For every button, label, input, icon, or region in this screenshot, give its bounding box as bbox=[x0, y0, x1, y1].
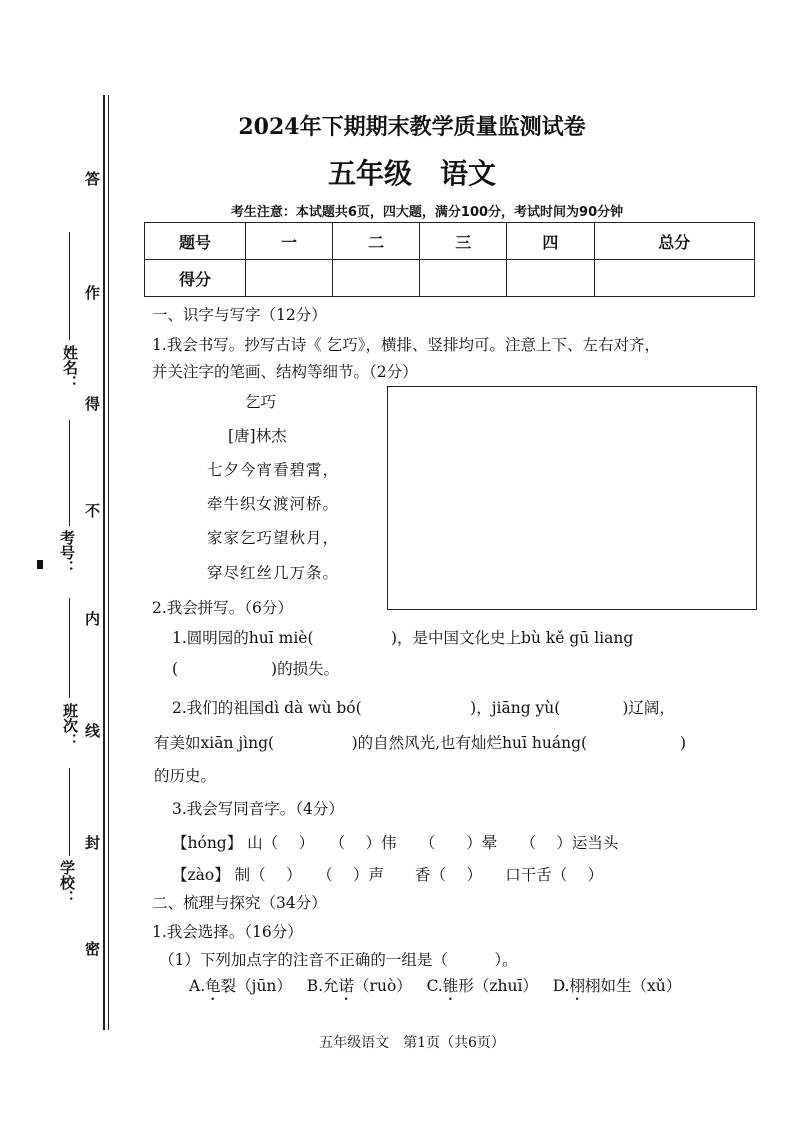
exam-subtitle: 五年级 语文 bbox=[327, 157, 496, 190]
score-input-q4[interactable] bbox=[507, 260, 594, 297]
name-field-line bbox=[69, 232, 70, 340]
q1-instruction-line2: 并关注字的笔画、结构等细节。（2分） bbox=[152, 363, 418, 381]
binding-char-xian: 线 bbox=[85, 722, 101, 740]
score-cell-q4: 四 bbox=[507, 223, 594, 260]
section2-heading: 二、梳理与探究（34分） bbox=[152, 894, 327, 912]
score-table-score-row bbox=[145, 260, 755, 297]
class-field-line bbox=[69, 598, 70, 698]
binding-line-outer bbox=[103, 95, 105, 1030]
q2-line-5: 的历史。 bbox=[154, 767, 217, 785]
school-field-label: 学校： bbox=[58, 860, 76, 905]
option-d[interactable]: D.栩栩如生（xǔ） bbox=[552, 977, 682, 995]
option-a[interactable]: A.龟裂（jūn） bbox=[189, 977, 292, 995]
q2-line-4: 有美如xiān jìng( )的自然风光,也有灿烂huī huáng( ) bbox=[154, 734, 687, 752]
score-input-total[interactable] bbox=[594, 260, 755, 297]
score-cell-label: 题号 bbox=[145, 223, 246, 260]
s2-sub1-options bbox=[189, 974, 681, 1004]
s2-q1-heading: 1.我会选择。（16分） bbox=[152, 923, 303, 941]
binding-char-de: 得 bbox=[85, 395, 101, 413]
binding-char-bu: 不 bbox=[85, 502, 101, 520]
score-table-header-row bbox=[145, 223, 755, 260]
school-field-line bbox=[69, 768, 70, 856]
poem-author: [唐]林杰 bbox=[228, 427, 287, 445]
s2-sub1-question: （1）下列加点字的注音不正确的一组是（ ）。 bbox=[159, 951, 518, 969]
binding-line-inner bbox=[108, 95, 109, 1030]
score-input-q1[interactable] bbox=[246, 260, 333, 297]
binding-char-feng: 封 bbox=[85, 834, 101, 852]
binding-char-mi: 密 bbox=[85, 940, 101, 958]
q2-line-3: 2.我们的祖国dì dà wù bó( )，jiāng yù( )辽阔， bbox=[172, 699, 675, 717]
binding-char-zuo: 作 bbox=[85, 284, 101, 302]
exam-title: 2024年下期期末教学质量监测试卷 bbox=[238, 114, 586, 140]
page-footer: 五年级语文 第1页（共6页） bbox=[319, 1035, 505, 1051]
q2-line-2: ( )的损失。 bbox=[172, 660, 340, 678]
score-cell-q3: 三 bbox=[420, 223, 507, 260]
name-field-label: 姓名： bbox=[61, 345, 79, 390]
q2-heading: 2.我会拼写。（6分） bbox=[152, 599, 293, 617]
id-field-label: 考号： bbox=[58, 530, 76, 575]
score-cell-q2: 二 bbox=[333, 223, 420, 260]
option-c[interactable]: C.锥形（zhuī） bbox=[426, 977, 538, 995]
score-input-q3[interactable] bbox=[420, 260, 507, 297]
exam-notice: 考生注意：本试题共6页，四大题，满分100分，考试时间为90分钟 bbox=[230, 205, 624, 220]
poem-line-4: 穿尽红丝几万条。 bbox=[207, 564, 340, 582]
score-table bbox=[144, 222, 755, 297]
poem-line-3: 家家乞巧望秋月， bbox=[207, 529, 340, 547]
binding-char-nei: 内 bbox=[85, 610, 101, 628]
id-field-line bbox=[69, 420, 70, 526]
q1-instruction-line1: 1.我会书写。抄写古诗《 乞巧》，横排、竖排均可。注意上下、左右对齐， bbox=[152, 336, 660, 354]
q3-heading: 3.我会写同音字。（4分） bbox=[172, 800, 344, 818]
score-cell-total: 总分 bbox=[594, 223, 755, 260]
copy-writing-box[interactable] bbox=[387, 386, 757, 610]
q2-line-1: 1.圆明园的huī miè( )，是中国文化史上bù kě gū liang bbox=[172, 629, 634, 647]
section1-heading: 一、识字与写字（12分） bbox=[152, 306, 327, 324]
poem-line-2: 牵牛织女渡河桥。 bbox=[207, 495, 340, 513]
option-b[interactable]: B.允诺（ruò） bbox=[306, 977, 412, 995]
binding-char-da: 答 bbox=[85, 170, 101, 188]
binding-mark bbox=[37, 560, 43, 569]
score-cell-q1: 一 bbox=[246, 223, 333, 260]
q3-hong-row: 【hóng】 山（ ） （ ）伟 （ ）晕 （ ）运当头 bbox=[172, 834, 619, 852]
score-row-label: 得分 bbox=[145, 260, 246, 297]
q3-zao-row: 【zào】 制（ ） （ ）声 香（ ） 口干舌（ ） bbox=[172, 866, 604, 884]
poem-line-1: 七夕今宵看碧霄， bbox=[207, 461, 340, 479]
class-field-label: 班次： bbox=[61, 703, 79, 748]
poem-title: 乞巧 bbox=[245, 393, 277, 411]
score-input-q2[interactable] bbox=[333, 260, 420, 297]
